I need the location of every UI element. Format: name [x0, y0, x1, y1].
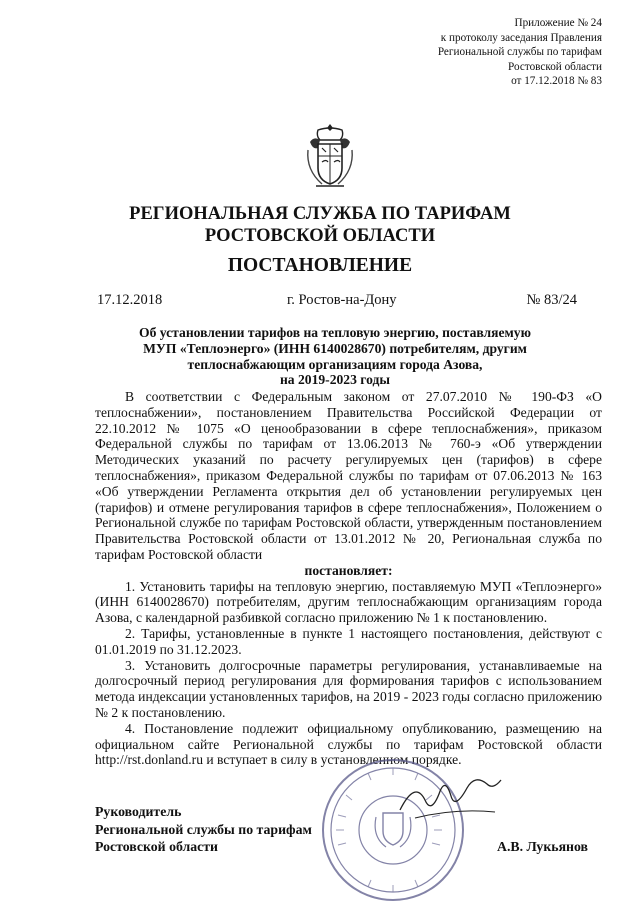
- coat-of-arms-icon: [304, 120, 356, 192]
- signatory-title-line: Ростовской области: [95, 839, 219, 855]
- signatory-title: [95, 803, 312, 856]
- resolution-item: 2. Тарифы, установленные в пункте 1 настоящего постановления, действуют с 01.01.2019 по 31.12.2023.: [95, 625, 602, 657]
- resolution-item: 3. Установить долгосрочные параметры регулирования, устанавливаемые на долгосрочный период регулирования для формирования тарифов с использованием метода индексации установленных тарифов, на 2019 - 2023 годы согласно приложению № 2 к постановлению.: [95, 657, 602, 720]
- resolution-item: 4. Постановление подлежит официальному опубликованию, размещению на официальном сайте Региональной службы по тарифам Ростовской области http://rst.donland.ru и вступает в силу в установленном порядке.: [95, 720, 602, 768]
- appendix-line: Приложение № 24: [514, 17, 602, 29]
- signatory-title-line: Руководитель: [95, 804, 182, 819]
- document-city: г. Ростов-на-Дону: [287, 292, 397, 308]
- document-subject: [95, 325, 575, 388]
- appendix-line: Региональной службы по тарифам: [437, 46, 602, 59]
- preamble-paragraph: В соответствии с Федеральным законом от 27.07.2010 № 190-ФЗ «О теплоснабжении», постановлением Правительства Российской Федерации от 22.10.2012 № 1075 «О ценообразовании в сфере теплоснабжения», приказом Федеральной службы по тарифам от 13.06.2013 № 760-э «Об утверждении Методических указаний по расчету регулируемых цен (тарифов) в сфере теплоснабжения», приказом Федеральной службы по тарифам от 07.06.2013 № 163 «Об утверждении Регламента открытия дел об установлении регулируемых цен (тарифов) и отмене регулирования тарифов в сфере теплоснабжения», Положением о Региональной службе по тарифам Ростовской области, утвержденным постановлением Правительства Ростовской области от 13.01.2012 № 20, Региональная служба по тарифам Ростовской области: [95, 389, 602, 562]
- document-number: № 83/24: [526, 292, 577, 308]
- appendix-line: к протоколу заседания Правления: [440, 31, 602, 44]
- subject-line: на 2019-2023 годы: [279, 372, 391, 388]
- document-type: ПОСТАНОВЛЕНИЕ: [227, 255, 413, 276]
- document-date: 17.12.2018: [97, 292, 163, 308]
- subject-line: МУП «Теплоэнерго» (ИНН 6140028670) потребителям, другим: [143, 340, 527, 356]
- resolves-heading: постановляет:: [304, 562, 393, 578]
- signatory-name: А.В. Лукьянов: [496, 839, 588, 854]
- document-body: [95, 389, 602, 768]
- org-title-line: РЕГИОНАЛЬНАЯ СЛУЖБА ПО ТАРИФАМ: [129, 204, 511, 224]
- resolution-item: 1. Установить тарифы на тепловую энергию, поставляемую МУП «Теплоэнерго» (ИНН 6140028670) потребителям, другим теплоснабжающим организациям города Азова, с календарной разбивкой согласно приложению № 1 к постановлению.: [95, 578, 602, 626]
- signatory-title-line: Региональной службы по тарифам: [95, 821, 312, 837]
- signature-icon: [395, 770, 505, 830]
- org-title: [0, 203, 640, 247]
- appendix-line: Ростовской области: [508, 60, 602, 73]
- appendix-line: от 17.12.2018 № 83: [511, 75, 602, 88]
- appendix-note: [438, 16, 602, 89]
- subject-line: теплоснабжающим организациям города Азова,: [187, 356, 483, 372]
- org-title-line: РОСТОВСКОЙ ОБЛАСТИ: [204, 226, 436, 246]
- subject-line: Об установлении тарифов на тепловую энергию, поставляемую: [139, 325, 531, 340]
